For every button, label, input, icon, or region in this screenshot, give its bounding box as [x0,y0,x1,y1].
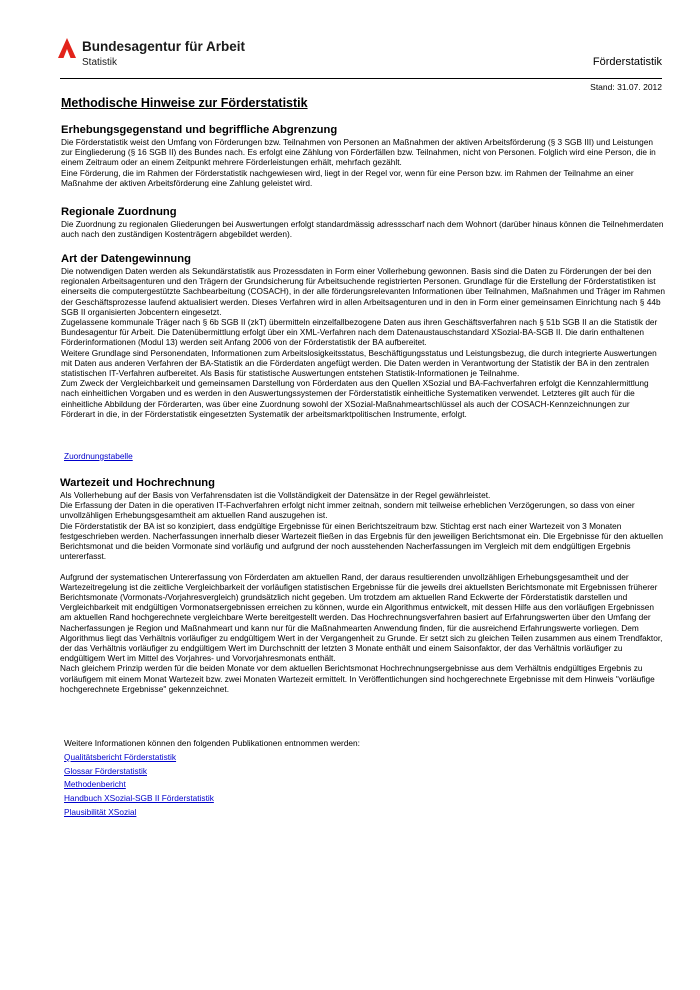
section-paragraph: Die notwendigen Daten werden als Sekundärstatistik aus Prozessdaten in Form einer Vollerhebung gewonnen. Basis sind die Daten zu Förderungen der bei den regionalen Arbeitsagenturen und den Trägern der Grundsicherung für Arbeitsuchende registrierten Personen. Grundlage für die Erstellung der Förderstatistiken ist einerseits die computergestützte Sachbearbeitung (COSACH), in der alle förderungsrelevanten Informationen über Teilnahmen, Maßnahmen und Träger im Rahmen der Geschäftsprozesse laufend aktualisiert werden. Dieses Verfahren wird in allen Arbeitsagenturen und in den in Form einer gemeinsamen Einrichtung nach § 44b SGB II organisierten Jobcentern eingesetzt. [61,266,665,317]
section-paragraph: Nach gleichem Prinzip werden für die beiden Monate vor dem aktuellen Berichtsmonat Hochrechnungsergebnisse aus dem Verhältnis endgültiges Ergebnis zu vorläufigem mit einem Monat Wartezeit bzw. zwei Monaten Wartezeit ermittelt. In Veröffentlichungen sind hochgerechnete Ergebnisse mit dem Hinweis "vorläufige hochgerechnete Ergebnisse" gekennzeichnet. [60,663,655,694]
section-regionale-zuordnung [61,205,665,239]
section-heading: Regionale Zuordnung [61,206,177,218]
org-subtitle: Statistik [82,57,118,68]
section-heading: Art der Datengewinnung [61,253,191,265]
publication-link[interactable]: Qualitätsbericht Förderstatistik [64,751,177,762]
section-paragraph: Weitere Grundlage sind Personendaten, Informationen zum Arbeitslosigkeitsstatus, Beschäftigungsstatus und Leistungsbezug, die durch integrierte Auswertungen mit Daten aus anderen Verfahren der BA-Statistik an die Förderdaten angefügt werden. Die Daten werden in Verantwortung der Statistik der BA in den zentralen statistischen IT-Verfahren aufbereitet. Als Basis für statistische Auswertungen entstehen Statistik-Informationen je Teilnahme. [61,347,657,379]
publications-list [64,737,360,820]
header-section-label: Förderstatistik [592,56,662,68]
zuordnungstabelle-link[interactable]: Zuordnungstabelle [64,451,133,461]
publications-intro: Weitere Informationen können den folgenden Publikationen entnommen werden: [64,738,360,748]
section-heading: Erhebungsgegenstand und begriffliche Abgrenzung [61,124,338,136]
section-paragraph: Als Vollerhebung auf der Basis von Verfahrensdaten ist die Vollständigkeit der Datensätze in der Regel gewährleistet. [60,490,491,500]
section-wartezeit-hochrechnung [60,476,664,694]
section-paragraph: Eine Förderung, die im Rahmen der Förderstatistik nachgewiesen wird, liegt in der Regel vor, wenn für eine Person bzw. im Rahmen der Teilnahme an einer Maßnahme der aktiven Arbeitsförderung eine Zahlung geleistet wird. [61,167,634,188]
section-paragraph: Die Förderstatistik weist den Umfang von Förderungen bzw. Teilnahmen von Personen an Maßnahmen der aktiven Arbeitsförderung (§ 3 SGB III) und Leistungen zur Eingliederung (§ 16 SGB II) des Bundes nach. Es erfolgt eine Zählung von Förderfällen bzw. Teilnahmen, nicht von Personen. Folglich wird eine Person, die in einem Zeitraum oder an einem Zeitpunkt mehrere Förderleistungen erhält, mehrfach gezählt. [61,137,656,168]
section-paragraph: Aufgrund der systematischen Untererfassung von Förderdaten am aktuellen Rand, der daraus resultierenden unvollzähligen Erhebungsgesamtheit und der Wartezeitregelung ist die zeitliche Vergleichbarkeit der vorläufigen statistischen Ergebnisse für die jeweils drei aktuellsten Berichtsmonate mit Ergebnissen früherer Berichtsmonate (Vormonats-/Vorjahresvergleich) grundsätzlich nicht gegeben. Um trotzdem am aktuellen Rand Eckwerte der Förderstatistik darstellen und Vergleichbarkeit mit endgültigen Vormonatsergebnissen erreichen zu können, wurde ein Algorithmus entwickelt, mit dessen Hilfe aus den vorläufigen Ergebnissen am aktuellen Rand hochgerechnete vergleichbare Werte bereitgestellt werden. Das Hochrechnungsverfahren basiert auf Erfahrungswerten über den Umfang der Nacherfassungen je Region und Maßnahmeart und kann nur für die Maßnahmearten Anwendung finden, für die ausreichend Erfahrungswerte vorliegen. Dem Algorithmus liegt das Verhältnis vorläufiger zu endgültigem Wert in der Vergangenheit zu Grunde. Er setzt sich zu gleichen Teilen zusammen aus einem Trendfaktor, der das Verhältnis vorläufiger zu endgültigem Wert im Durchschnitt der letzten 3 Monate enthält und einem Saisonfaktor, der das Verhältnis vorläufiger zu endgültigem Wert im Mittel des Vorjahres- und Vorvorjahresmonats enthält. [60,571,663,664]
section-paragraph: Die Förderstatistik der BA ist so konzipiert, dass endgültige Ergebnisse für einen Berichtszeitraum bzw. Stichtag erst nach einer Wartezeit von 3 Monaten festgeschrieben werden. Nacherfassungen innerhalb dieser Wartezeit fließen in das Ergebnis für den jeweiligen Berichtsmonat ein. Die Ergebnisse für den aktuellen Berichtsmonat und die beiden Vormonate sind vorläufig und aufgrund der noch ausstehenden Nacherfassungen im Vergleich mit dem endgültigen Ergebnis untererfasst. [60,520,663,562]
section-paragraph: Zugelassene kommunale Träger nach § 6b SGB II (zkT) übermitteln einzelfallbezogene Daten aus ihren Geschäftsverfahren nach § 51b SGB II an die Statistik der Bundesagentur für Arbeit. Die Datenübermittlung erfolgt über ein XML-Verfahren nach dem Datenaustauschstandard XSozial-BA-SGB II. Die darin enthaltenen Förderinformationen (Modul 13) werden seit Anfang 2006 von der Förderstatistik der BA aufbereitet. [61,317,658,348]
section-paragraph: Die Zuordnung zu regionalen Gliederungen bei Auswertungen erfolgt standardmässig adressscharf nach dem Wohnort (darüber hinaus können die Teilnehmerdaten auch nach den zuständigen Kostenträgern abgebildet werden). [61,219,664,240]
publication-link[interactable]: Glossar Förderstatistik [64,765,147,776]
org-name: Bundesagentur für Arbeit [82,39,246,54]
section-art-der-datengewinnung [61,252,665,419]
publication-link[interactable]: Methodenbericht [64,779,126,790]
publication-link[interactable]: Handbuch XSozial-SGB II Förderstatistik [64,793,214,804]
ba-logo-icon [58,38,76,58]
section-heading: Wartezeit und Hochrechnung [60,477,215,489]
document-title: Methodische Hinweise zur Förderstatistik [61,96,308,110]
stand-date: Stand: 31.07. 2012 [590,82,662,92]
publication-link[interactable]: Plausibilität XSozial [64,806,137,817]
header-divider [60,78,662,79]
section-erhebungsgegenstand [61,123,665,188]
section-paragraph: Die Erfassung der Daten in die operativen IT-Fachverfahren erfolgt nicht immer zeitnah, sondern mit teilweise erheblichen Verzögerungen, so dass von einer unvollzähligen Erhebungsgesamtheit am aktuellen Rand auszugehen ist. [60,500,635,521]
section-paragraph: Zum Zweck der Vergleichbarkeit und gemeinsamen Darstellung von Förderdaten aus den Quellen XSozial und BA-Fachverfahren erfolgt die Kennzahlermittlung nach einheitlichen Vorgaben und es werden in den Auswertungssystemen der Förderstatistik einheitliche Systematiken verwendet. Letzteres gilt auch für die einheitliche Abbildung der Förderarten, was über eine Zuordnung sowohl der XSozial-Maßnahmeartschlüssel als auch der COSACH-Kennzeichnungen zur Förderart in die, in der Förderstatistik eingesetzten Systematik der arbeitsmarktpolitischen Instrumente, erfolgt. [61,378,649,419]
